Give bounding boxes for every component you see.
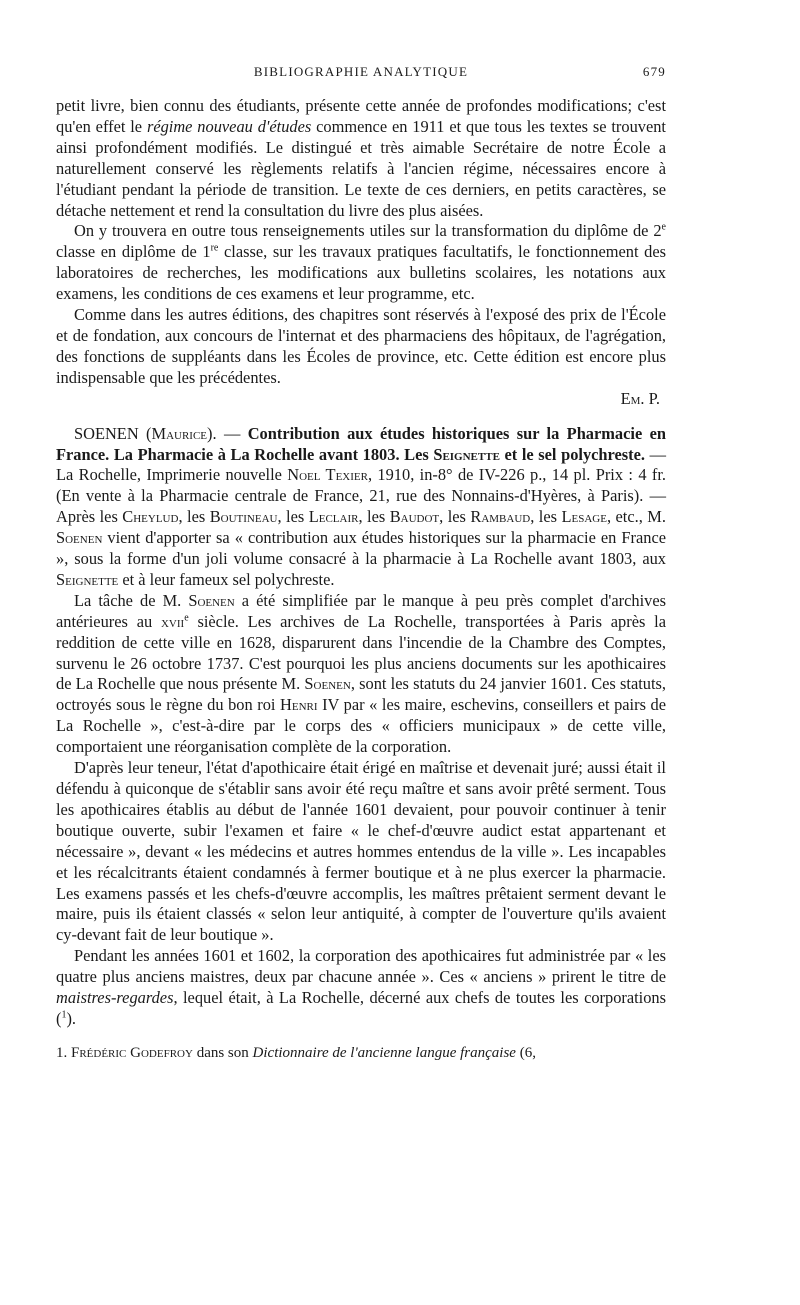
review-2-author: SOENEN (74, 423, 139, 443)
text-run: classe, sur les travaux pratiques facultatifs, le fonctionnement des laboratoires de recherches, les modifications aux bulletins scolaires, les notations aux examens, les conditions de ces examens et leur programme, etc. (56, 242, 666, 304)
footnote-title: Dictionnaire de l'ancienne langue française (252, 1044, 516, 1061)
person-name: Soenen (188, 590, 235, 610)
body-text (56, 96, 666, 1030)
superscript: re (210, 242, 219, 254)
text-run: vient d'apporter sa « contribution aux études historiques sur la pharmacie en France », sous la forme d'un joli volume consacré à la pharmacie à La Rochelle avant 1803, aux (56, 528, 666, 569)
person-name: Rambaud (470, 507, 531, 527)
text-run: petit livre, bien connu des étudiants, présente cette année de profondes modifications; c'est qu'en effet le (56, 96, 666, 136)
text-run: , lequel était, à La Rochelle, décerné aux chefs de toutes les corporations ( (56, 988, 666, 1028)
review-1-signature: Em. P. (620, 388, 660, 408)
review-1-paragraph-3 (56, 305, 666, 389)
review-2-author-first-name: (Maurice). (146, 423, 217, 443)
person-name: Boutineau (209, 507, 278, 527)
person-name: Soenen (56, 528, 103, 548)
text-run: , etc., M. (606, 507, 666, 527)
printer-name: Noel Texier (287, 465, 368, 485)
text-run: IV par « les maire, eschevins, conseillers et pairs de La Rochelle », c'est-à-dire par le corps des « officiers municipaux » de cette ville, comportaient une réorganisation complète de la corporation. (56, 695, 666, 757)
document-page (56, 58, 666, 1063)
text-run: Comme dans les autres éditions, des chapitres sont réservés à l'exposé des prix de l'École et de fondation, aux concours de l'internat et des pharmaciens des hôpitaux, de l'agrégation, des fonctions de suppléants dans les Écoles de province, etc. Cette édition est encore plus indispensable que les précédentes. (56, 305, 666, 387)
italic-run: maistres-regardes (56, 988, 174, 1008)
text-run: (6, (515, 1044, 536, 1061)
person-name: Leclair (308, 507, 359, 527)
review-2-paragraph-3 (56, 758, 666, 946)
text-run: dans son (192, 1044, 253, 1061)
text-run: ). (66, 1008, 77, 1028)
footnote-author: Frédéric Godefroy (71, 1044, 193, 1061)
footnote-reference[interactable]: 1 (61, 1009, 67, 1021)
person-name: Henri (280, 695, 318, 715)
review-2-title: Contribution aux études historiques sur la Pharmacie en France. La Pharmacie à La Rochelle avant 1803. Les (56, 423, 666, 464)
review-2-paragraph-2 (56, 591, 666, 758)
century-numeral: xvii (160, 611, 185, 631)
person-name: Cheylud (122, 507, 179, 527)
review-2-title-end: et le sel polychreste. (499, 444, 645, 464)
person-name: Soenen (304, 674, 351, 694)
superscript: e (184, 612, 189, 624)
text-run: La tâche de M. (74, 590, 189, 610)
text-run: classe en diplôme de 1 (56, 242, 211, 262)
review-2-heading-paragraph: SOENEN (Maurice). — Contribution aux études historiques sur la Pharmacie en France. La Pharmacie à La Rochelle avant 1803. Les Seignette et le sel polychreste. — La Rochelle, Imprimerie nouvelle Noel Texier, 1910, in-8° de IV-226 p., 14 pl. Prix : 4 fr. (En vente à la Pharmacie centrale de France, 21, rue des Nonnains-d'Hyères, à Paris). — Après les Cheylud, les Boutineau, les Leclair, les Baudot, les Rambaud, les Lesage, etc., M. Soenen vient d'apporter sa « contribution aux études historiques sur la pharmacie en France », sous la forme d'un joli volume consacré à la pharmacie à La Rochelle avant 1803, aux Seignette et à leur fameux sel polychreste. (56, 423, 666, 589)
text-run: — La Rochelle, Imprimerie nouvelle (56, 444, 666, 485)
text-run: — (216, 423, 248, 443)
text-run: siècle. Les archives de La Rochelle, transportées à Paris après la reddition de cette ville en 1628, disparurent dans l'incendie de la Chambre des Comptes, survenu le 26 octobre 1737. C'est pourquoi les plus anciens documents sur les apothicaires de La Rochelle que nous présente M. (56, 611, 666, 694)
running-title: BIBLIOGRAPHIE ANALYTIQUE (253, 64, 469, 79)
text-run: et à leur fameux sel polychreste. (118, 569, 335, 589)
italic-run: régime nouveau d'études (146, 116, 312, 136)
text-run: , 1910, in-8° de IV-226 p., 14 pl. Prix : 4 fr. (En vente à la Pharmacie centrale de France, 21, rue des Nonnains-d'Hyères, à Paris). — Après les (56, 465, 666, 527)
review-1-paragraph-1 (56, 96, 666, 221)
text-run: D'après leur teneur, l'état d'apothicaire était érigé en maîtrise et devenait juré; aussi était il défendu à quiconque de s'établir sans avoir été reçu maître et sans avoir prêté serment. Tous les apothicaires établis au début de l'année 1601 devaient, pour pouvoir continuer à tenir boutique ouverte, subir l'examen et faire « le chef-d'œuvre audict estat appartenant et nécessaire », devant « les médecins et autres hommes entendus de la ville ». Les incapables et les récalcitrants étaient condamnés à fermer boutique et à ne plus exercer la pharmacie. Les examens passés et les chefs-d'œuvre accomplis, les maîtres prêtaient serment devant le maire, puis ils étaient classés « selon leur antiquité, à compter de l'ouverture qu'ils avaient cy-devant fait de leur boutique ». (56, 758, 666, 945)
person-name: Lesage (561, 507, 607, 527)
review-2 (56, 424, 666, 1030)
review-1-paragraph-2 (56, 221, 666, 305)
superscript: e (661, 221, 666, 233)
review-2-title-name: Seignette (433, 444, 500, 464)
footnote-number: 1. (56, 1044, 71, 1061)
text-run: commence en 1911 et que tous les textes se trouvent ainsi profondément modifiés. Le distingué et très aimable Secrétaire de notre École a naturellement conservé les règlements relatifs à l'ancien régime, nécessaires encore à l'étudiant pendant la période de transition. Le texte de ces derniers, en petits caractères, se détache nettement et rend la consultation du livre des plus aisées. (56, 116, 666, 220)
text-run: , sont les statuts du 24 janvier 1601. Ces statuts, octroyés sous le règne du bon roi (56, 674, 666, 715)
page-number: 679 (642, 64, 666, 79)
text-run: On y trouvera en outre tous renseignements utiles sur la transformation du diplôme de 2 (74, 221, 662, 241)
person-name: Baudot (389, 507, 440, 527)
text-run: Pendant les années 1601 et 1602, la corporation des apothicaires fut administrée par « les quatre plus anciens maistres, deux par chacune année ». Ces « anciens » prirent le titre de (56, 946, 666, 987)
review-2-paragraph-4 (56, 946, 666, 1030)
person-name: Seignette (56, 569, 119, 589)
footnote-1 (56, 1044, 666, 1063)
text-run: a été simplifiée par le manque à peu près complet d'archives antérieures au (56, 590, 666, 631)
running-header (56, 58, 666, 84)
